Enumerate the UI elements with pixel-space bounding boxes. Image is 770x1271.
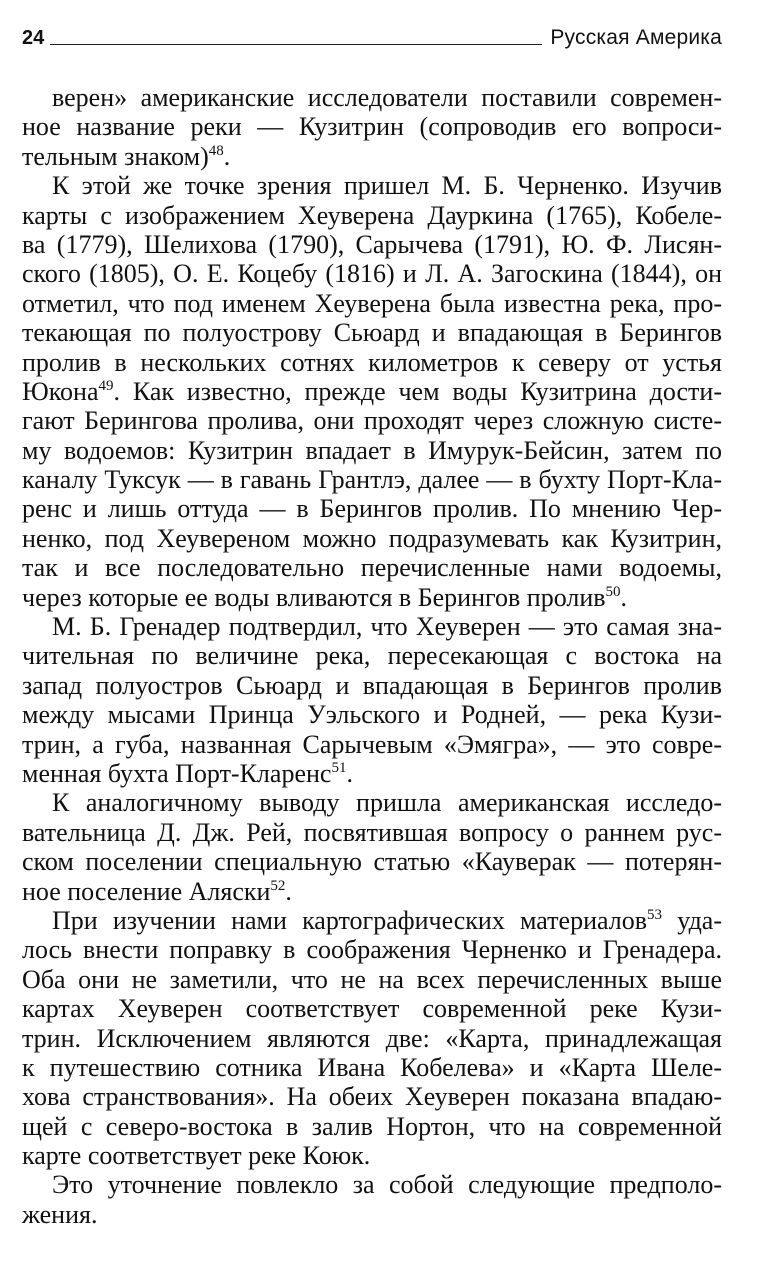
paragraph bbox=[22, 1170, 722, 1229]
text-line bbox=[22, 259, 722, 288]
line-text: текающая по полуострову Сьюард и впадающая в Берингов bbox=[22, 318, 722, 348]
text-line bbox=[22, 583, 722, 612]
text-line bbox=[22, 759, 722, 788]
footnote-marker: 52 bbox=[270, 877, 286, 894]
line-text: гают Берингова пролива, они проходят через сложную систе- bbox=[22, 406, 722, 436]
text-line bbox=[22, 201, 722, 230]
text-line bbox=[22, 612, 722, 641]
text-line bbox=[22, 1200, 722, 1229]
line-text-tail: . bbox=[223, 141, 231, 171]
header-rule bbox=[50, 44, 542, 45]
running-title: Русская Америка bbox=[550, 26, 722, 49]
line-text: При изучении нами картографических материалов bbox=[52, 905, 648, 935]
text-line bbox=[22, 965, 722, 994]
text-line bbox=[22, 465, 722, 494]
text-line bbox=[22, 1112, 722, 1141]
line-text: ского (1805), О. Е. Коцебу (1816) и Л. А. Загоскина (1844), он bbox=[22, 259, 722, 289]
running-header bbox=[22, 20, 722, 50]
line-text: менная бухта Порт-Кларенс bbox=[22, 758, 332, 788]
line-text: ное поселение Аляски bbox=[22, 876, 271, 906]
line-text: Это уточнение повлекло за собой следующие предполо- bbox=[52, 1170, 722, 1200]
footnote-marker: 50 bbox=[605, 583, 621, 600]
line-text: ском поселении специальную статью «Кауверак — потерян- bbox=[22, 847, 722, 877]
text-line bbox=[22, 83, 722, 112]
text-line bbox=[22, 318, 722, 347]
footnote-marker: 53 bbox=[647, 906, 663, 923]
footnote-marker: 51 bbox=[331, 759, 347, 776]
text-line bbox=[22, 112, 722, 141]
paragraph bbox=[22, 83, 722, 171]
line-text: к путешествию сотника Ивана Кобелева» и «Карта Шеле- bbox=[22, 1052, 722, 1082]
line-text: картах Хеуверен соответствует современной реке Кузи- bbox=[22, 994, 722, 1024]
text-line bbox=[22, 1170, 722, 1199]
text-line bbox=[22, 348, 722, 377]
text-line bbox=[22, 524, 722, 553]
text-line bbox=[22, 700, 722, 729]
line-text: отметил, что под именем Хеуверена была известна река, про- bbox=[22, 288, 722, 318]
line-text: тельным знаком) bbox=[22, 141, 209, 171]
line-text: хова странствования». На обеих Хеуверен показана впадаю- bbox=[22, 1082, 722, 1112]
line-text-tail: . Как известно, прежде чем воды Кузитрина дости- bbox=[113, 376, 722, 406]
line-text: вательница Д. Дж. Рей, посвятившая вопросу о раннем рус- bbox=[22, 817, 722, 847]
line-text: трин, а губа, названная Сарычевым «Эмягра», — это совре- bbox=[22, 729, 722, 759]
line-text: между мысами Принца Уэльского и Родней, — река Кузи- bbox=[22, 700, 722, 730]
line-text: К аналогичному выводу пришла американская исследо- bbox=[52, 788, 722, 818]
line-text: трин. Исключением являются две: «Карта, принадлежащая bbox=[22, 1023, 722, 1053]
line-text-tail: . bbox=[285, 876, 292, 906]
line-text: карты с изображением Хеуверена Дауркина (1765), Кобеле- bbox=[22, 200, 722, 230]
text-line bbox=[22, 494, 722, 523]
text-line bbox=[22, 906, 722, 935]
line-text: запад полуостров Сьюард и впадающая в Берингов пролив bbox=[22, 670, 722, 700]
text-line bbox=[22, 406, 722, 435]
paragraph bbox=[22, 906, 722, 1171]
footnote-marker: 49 bbox=[98, 377, 114, 394]
line-text: карте соответствует реке Коюк. bbox=[22, 1141, 371, 1171]
line-text: му водоемов: Кузитрин впадает в Имурук-Бейсин, затем по bbox=[22, 435, 722, 465]
line-text: верен» американские исследователи поставили современ- bbox=[52, 83, 722, 112]
line-text: каналу Туксук — в гавань Грантлэ, далее — в бухту Порт-Кла- bbox=[22, 465, 722, 495]
line-text: так и все последовательно перечисленные нами водоемы, bbox=[22, 553, 722, 583]
paragraph bbox=[22, 612, 722, 788]
text-line bbox=[22, 1082, 722, 1111]
text-line bbox=[22, 142, 722, 171]
line-text-tail: уда- bbox=[662, 905, 722, 935]
line-text: М. Б. Гренадер подтвердил, что Хеуверен — это самая зна- bbox=[52, 612, 722, 642]
text-line bbox=[22, 788, 722, 817]
text-line bbox=[22, 289, 722, 318]
paragraph bbox=[22, 788, 722, 906]
text-line bbox=[22, 935, 722, 964]
line-text: пролив в нескольких сотнях километров к северу от устья bbox=[22, 347, 722, 377]
line-text: чительная по величине река, пересекающая с востока на bbox=[22, 641, 722, 671]
text-line bbox=[22, 994, 722, 1023]
text-line bbox=[22, 230, 722, 259]
text-line bbox=[22, 1141, 722, 1170]
line-text: щей с северо-востока в залив Нортон, что на современной bbox=[22, 1111, 722, 1141]
text-line bbox=[22, 171, 722, 200]
text-line bbox=[22, 1024, 722, 1053]
text-line bbox=[22, 553, 722, 582]
line-text: ва (1779), Шелихова (1790), Сарычева (1791), Ю. Ф. Лисян- bbox=[22, 229, 722, 259]
text-line bbox=[22, 818, 722, 847]
paragraph bbox=[22, 171, 722, 612]
line-text: ненко, под Хеувереном можно подразумевать как Кузитрин, bbox=[22, 523, 722, 553]
text-line bbox=[22, 641, 722, 670]
body-text bbox=[22, 83, 722, 1229]
line-text: К этой же точке зрения пришел М. Б. Черненко. Изучив bbox=[52, 171, 722, 201]
line-text: через которые ее воды вливаются в Берингов пролив bbox=[22, 582, 606, 612]
line-text-tail: . bbox=[620, 582, 628, 612]
footnote-marker: 48 bbox=[208, 142, 224, 159]
text-line bbox=[22, 730, 722, 759]
line-text: Оба они не заметили, что не на всех перечисленных выше bbox=[22, 964, 722, 994]
line-text: ное название реки — Кузитрин (сопроводив его вопроси- bbox=[22, 112, 722, 142]
text-line bbox=[22, 436, 722, 465]
line-text: Юкона bbox=[22, 376, 99, 406]
line-text: лось внести поправку в соображения Черненко и Гренадера. bbox=[22, 935, 722, 965]
text-line bbox=[22, 877, 722, 906]
text-line bbox=[22, 671, 722, 700]
line-text: жения. bbox=[22, 1199, 98, 1229]
text-line bbox=[22, 847, 722, 876]
text-line bbox=[22, 1053, 722, 1082]
text-line bbox=[22, 377, 722, 406]
line-text-tail: . bbox=[346, 758, 353, 788]
page-number: 24 bbox=[22, 27, 45, 49]
line-text: ренс и лишь оттуда — в Берингов пролив. По мнению Чер- bbox=[22, 494, 722, 524]
